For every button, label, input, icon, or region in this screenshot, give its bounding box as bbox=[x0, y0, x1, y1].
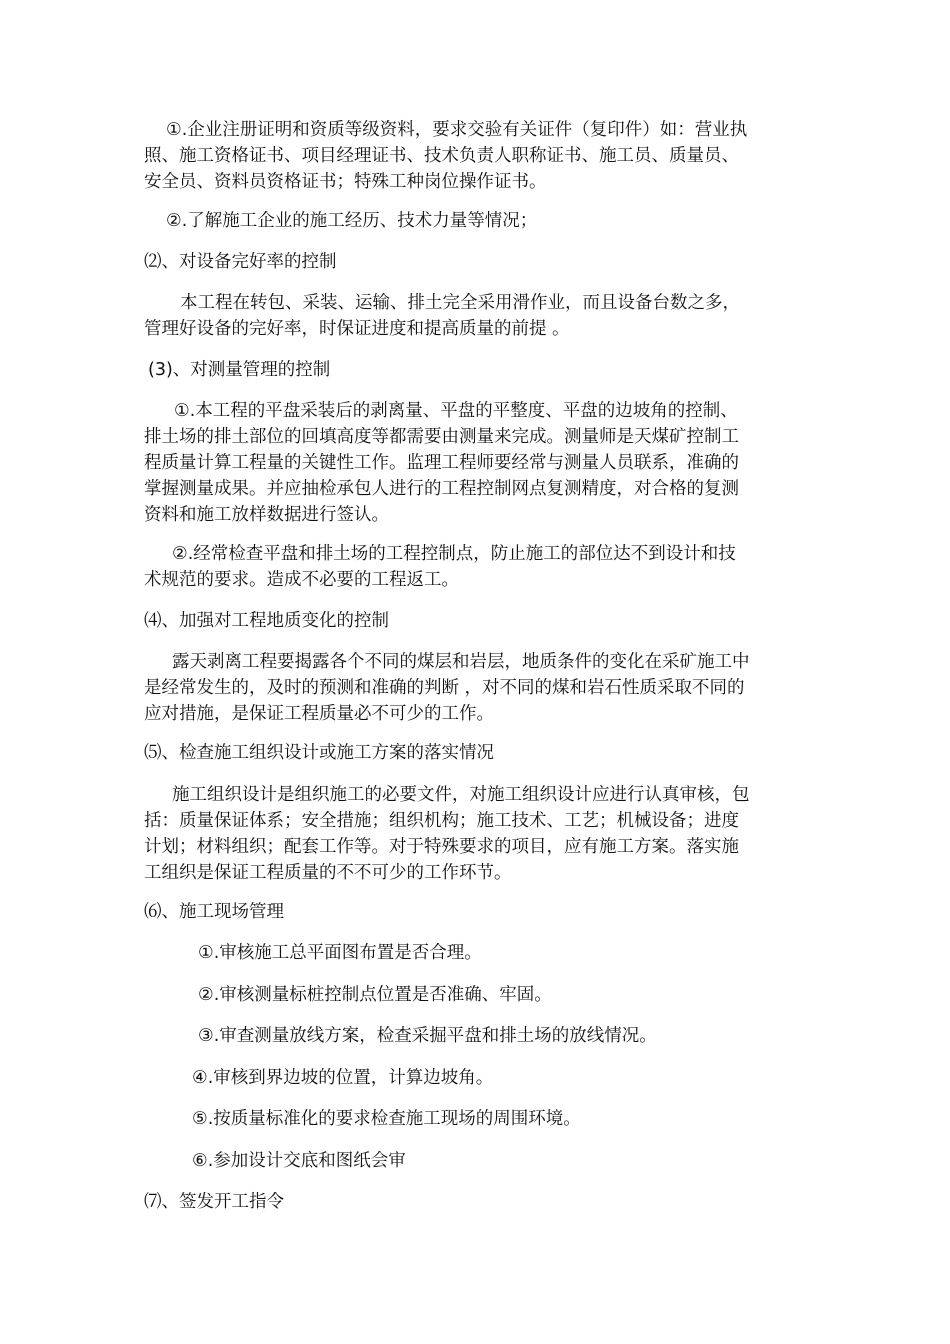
list-item: ①.审核施工总平面图布置是否合理。 bbox=[198, 943, 482, 963]
paragraph-geology bbox=[144, 649, 810, 727]
text-line: 计划；材料组织；配套工作等。对于特殊要求的项目，应有施工方案。落实施 bbox=[144, 837, 739, 857]
paragraph-survey-2 bbox=[144, 541, 810, 593]
text-line: ①.企业注册证明和资质等级资料，要求交验有关证件（复印件）如：营业执 bbox=[166, 120, 748, 140]
heading-text: ⑺、签发开工指令 bbox=[144, 1192, 284, 1212]
list-item: ④.审核到界边坡的位置，计算边坡角。 bbox=[192, 1068, 494, 1088]
section-heading-3 bbox=[144, 357, 810, 383]
text-line: 照、施工资格证书、项目经理证书、技术负责人职称证书、施工员、质量员、 bbox=[144, 146, 739, 166]
text-line: ②.了解施工企业的施工经历、技术力量等情况； bbox=[166, 211, 538, 231]
paragraph-experience bbox=[144, 208, 810, 234]
section-heading-5 bbox=[144, 740, 810, 766]
text-line: 应对措施，是保证工程质量必不可少的工作。 bbox=[144, 704, 494, 724]
text-line: 排土场的排土部位的回填高度等都需要由测量来完成。测量师是天煤矿控制工 bbox=[144, 427, 739, 447]
heading-text: ⑹、施工现场管理 bbox=[144, 902, 284, 922]
text-line: ①.本工程的平盘采装后的剥离量、平盘的平整度、平盘的边坡角的控制、 bbox=[174, 401, 738, 421]
paragraph-survey-1 bbox=[144, 398, 810, 528]
text-line: 安全员、资料员资格证书；特殊工种岗位操作证书。 bbox=[144, 172, 547, 192]
text-line: 程质量计算工程量的关键性工作。监理工程师要经常与测量人员联系，准确的 bbox=[144, 453, 739, 473]
section-heading-6 bbox=[144, 899, 810, 925]
text-line: 掌握测量成果。并应抽检承包人进行的工程控制网点复测精度，对合格的复测 bbox=[144, 479, 739, 499]
heading-text: ⑸、检查施工组织设计或施工方案的落实情况 bbox=[144, 743, 494, 763]
section-heading-7 bbox=[144, 1189, 810, 1215]
list-item: ⑤.按质量标准化的要求检查施工现场的周围环境。 bbox=[192, 1109, 581, 1129]
site-item-6 bbox=[144, 1148, 810, 1174]
site-item-2 bbox=[144, 982, 810, 1008]
text-line: 括：质量保证体系；安全措施；组织机构；施工技术、工艺；机械设备；进度 bbox=[144, 811, 739, 831]
text-line: 施工组织设计是组织施工的必要文件，对施工组织设计应进行认真审核，包 bbox=[172, 785, 750, 805]
text-line: 资料和施工放样数据进行签认。 bbox=[144, 505, 389, 525]
text-line: 术规范的要求。造成不必要的工程返工。 bbox=[144, 570, 459, 590]
text-line: 本工程在转包、采装、运输、排土完全采用滑作业，而且设备台数之多， bbox=[180, 293, 740, 313]
paragraph-organization bbox=[144, 782, 810, 886]
heading-text: (3)、对测量管理的控制 bbox=[148, 360, 331, 380]
site-item-3 bbox=[144, 1023, 810, 1049]
text-line: 是经常发生的，及时的预测和准确的判断 ，对不同的煤和岩石性质采取不同的 bbox=[144, 678, 745, 698]
text-line: 工组织是保证工程质量的不不可少的工作环节。 bbox=[144, 863, 512, 883]
section-heading-4 bbox=[144, 608, 810, 634]
text-line: 露天剥离工程要揭露各个不同的煤层和岩层，地质条件的变化在采矿施工中 bbox=[172, 652, 750, 672]
list-item: ③.审查测量放线方案，检查采掘平盘和排土场的放线情况。 bbox=[198, 1026, 657, 1046]
heading-text: ⑷、加强对工程地质变化的控制 bbox=[144, 611, 389, 631]
text-line: ②.经常检查平盘和排土场的工程控制点，防止施工的部位达不到设计和技 bbox=[172, 544, 736, 564]
paragraph-qualification bbox=[144, 117, 810, 195]
site-item-5 bbox=[144, 1106, 810, 1132]
site-item-1 bbox=[144, 940, 810, 966]
section-heading-2 bbox=[144, 249, 810, 275]
site-item-4 bbox=[144, 1065, 810, 1091]
list-item: ⑥.参加设计交底和图纸会审 bbox=[192, 1151, 406, 1171]
list-item: ②.审核测量标桩控制点位置是否准确、牢固。 bbox=[198, 985, 552, 1005]
heading-text: ⑵、对设备完好率的控制 bbox=[144, 252, 337, 272]
paragraph-equipment bbox=[144, 290, 810, 342]
text-line: 管理好设备的完好率，时保证进度和提高质量的前提 。 bbox=[144, 319, 570, 339]
